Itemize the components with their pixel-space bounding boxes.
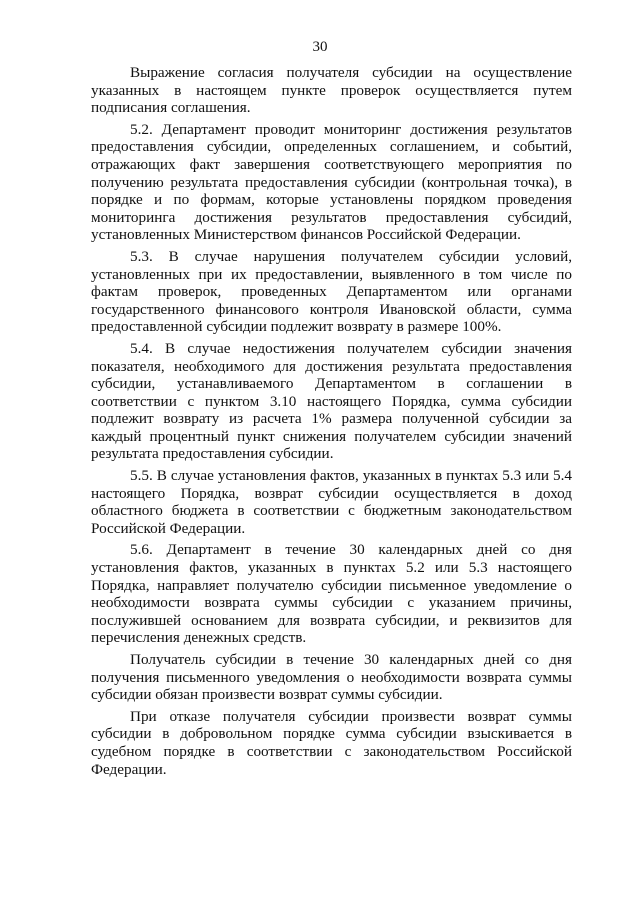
paragraph-consent: Выражение согласия получателя субсидии на осуществление указанных в настоящем пункте проверок осуществляется путем подписания соглашения. [91, 64, 572, 117]
document-body [91, 64, 572, 782]
paragraph-5-5: 5.5. В случае установления фактов, указанных в пунктах 5.3 или 5.4 настоящего Порядка, возврат субсидии осуществляется в доход областного бюджета в соответствии с бюджетным законодательством Российской Федерации. [91, 467, 572, 537]
paragraph-recipient-obligation: Получатель субсидии в течение 30 календарных дней со дня получения письменного уведомления о необходимости возврата суммы субсидии обязан произвести возврат суммы субсидии. [91, 651, 572, 704]
paragraph-5-4: 5.4. В случае недостижения получателем субсидии значения показателя, необходимого для достижения результата предоставления субсидии, устанавливаемого Департаментом в соглашении в соответствии с пунктом 3.10 настоящего Порядка, сумма субсидии подлежит возврату из расчета 1% размера полученной субсидии за каждый процентный пункт снижения получателем субсидии значений результата предоставления субсидии. [91, 339, 572, 463]
paragraph-refusal: При отказе получателя субсидии произвести возврат суммы субсидии в добровольном порядке сумма субсидии взыскивается в судебном порядке в соответствии с законодательством Российской Федерации. [91, 707, 572, 778]
page-number: 30 [312, 39, 328, 55]
paragraph-5-3: 5.3. В случае нарушения получателем субсидии условий, установленных при их предоставлении, выявленного в том числе по фактам проверок, проведенных Департаментом или органами государственного финансового контроля Ивановской области, сумма предоставленной субсидии подлежит возврату в размере 100%. [91, 247, 572, 336]
paragraph-5-2: 5.2. Департамент проводит мониторинг достижения результатов предоставления субсидии, определенных соглашением, и событий, отражающих факт завершения соответствующего мероприятия по получению результата предоставления субсидии (контрольная точка), в порядке и по формам, которые установлены порядком проведения мониторинга достижения результатов предоставления субсидий, установленных Министерством финансов Российской Федерации. [91, 120, 572, 244]
paragraph-5-6: 5.6. Департамент в течение 30 календарных дней со дня установления фактов, указанных в пунктах 5.2 или 5.3 настоящего Порядка, направляет получателю субсидии письменное уведомление о необходимости возврата суммы субсидии с указанием причины, послужившей основанием для возврата субсидии, и реквизитов для перечисления денежных средств. [91, 541, 572, 647]
